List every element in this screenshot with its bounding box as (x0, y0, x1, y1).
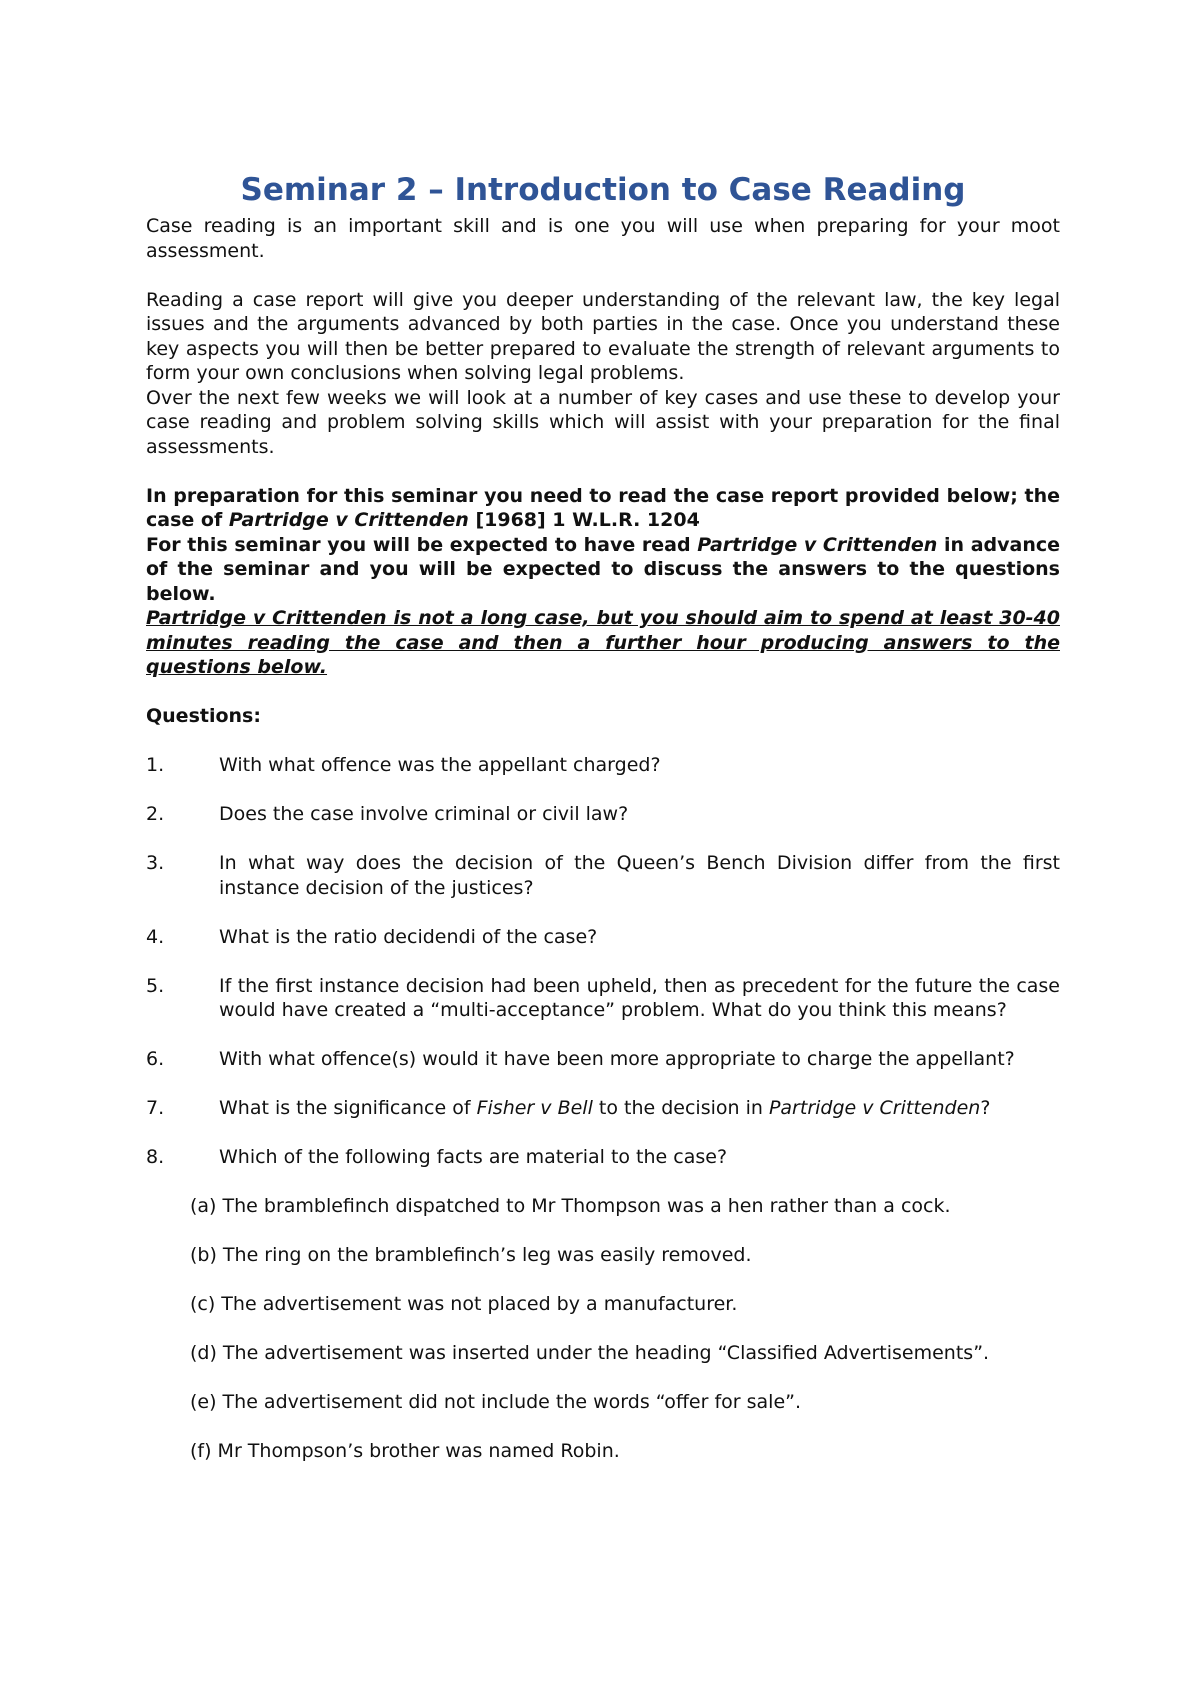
fact-item: (f) Mr Thompson’s brother was named Robin. (190, 1440, 620, 1462)
question-number: 3. (146, 852, 165, 874)
question-item (146, 1096, 1060, 1121)
page-title: Seminar 2 – Introduction to Case Reading (240, 172, 966, 208)
material-facts-list (146, 1194, 1060, 1464)
question-text: What is the ratio decidendi of the case? (219, 925, 598, 948)
question-text: Which of the following facts are material to the case? (219, 1146, 728, 1168)
questions-list (146, 753, 1060, 1170)
case-name: Partridge v Crittenden (228, 509, 469, 531)
question-item (146, 974, 1060, 1023)
fact-item: (c) The advertisement was not placed by a manufacturer. (190, 1293, 738, 1315)
time-guidance: Partridge v Crittenden is not a long case, but you should aim to spend at least 30-40 minutes reading the case and then a further hour producing answers to the questions below. (146, 607, 1060, 678)
case-citation: [1968] 1 W.L.R. 1204 (468, 509, 700, 531)
question-number: 2. (146, 803, 165, 825)
prep-text-2: For this seminar you will be expected to have read (146, 533, 698, 556)
question-number: 1. (146, 754, 165, 776)
question-item (146, 802, 1060, 827)
question-item (146, 753, 1060, 778)
fact-item: (a) The bramblefinch dispatched to Mr Thompson was a hen rather than a cock. (190, 1195, 951, 1217)
question-text: In what way does the decision of the Queen’s Bench Division differ from the first instance decision of the justices? (219, 852, 1060, 899)
question-number: 7. (146, 1097, 165, 1119)
question-text: If the first instance decision had been upheld, then as precedent for the future the case would have created a “multi-acceptance” problem. What do you think this means? (219, 974, 1060, 1021)
question-text-part: ? (980, 1097, 991, 1119)
intro-paragraph-2: Reading a case report will give you deeper understanding of the relevant law, the key legal issues and the arguments advanced by both parties in the case. Once you understand these key aspects you will then be better prepared to evaluate the strength of relevant arguments to form your own conclusions when solving legal problems. (146, 288, 1060, 384)
question-text-part: What is the significance of (219, 1097, 477, 1119)
question-item (146, 925, 1060, 950)
prep-text-1: In preparation for this seminar you need to read the case report provided below; the case of (146, 484, 1060, 531)
fact-item: (b) The ring on the bramblefinch’s leg was easily removed. (190, 1244, 752, 1266)
question-number: 6. (146, 1048, 165, 1070)
case-name: Fisher v Bell (476, 1097, 593, 1119)
question-text: With what offence(s) would it have been more appropriate to charge the appellant? (219, 1048, 1015, 1070)
intro-paragraph-3: Over the next few weeks we will look at a number of key cases and use these to develop your case reading and problem solving skills which will assist with your preparation for the final assessments. (146, 386, 1060, 458)
case-name: Partridge v Crittenden (768, 1097, 981, 1119)
fact-item: (e) The advertisement did not include the words “offer for sale”. (190, 1391, 802, 1413)
case-name: Partridge v Crittenden (697, 533, 938, 556)
seminar-expectations (146, 533, 1060, 607)
intro-paragraph-1: Case reading is an important skill and is one you will use when preparing for your moot assessment. (146, 215, 1060, 262)
question-text: With what offence was the appellant charged? (219, 754, 661, 776)
question-text-part: to the decision in (592, 1097, 769, 1119)
question-item (146, 851, 1060, 900)
prep-text-3: in advance of the seminar and you will be expected to discuss the answers to the questions below. (146, 533, 1060, 605)
question-number: 4. (146, 925, 165, 948)
fact-item: (d) The advertisement was inserted under the heading “Classified Advertisements”. (190, 1342, 990, 1364)
question-number: 5. (146, 974, 165, 997)
question-text: Does the case involve criminal or civil law? (219, 803, 629, 825)
preparation-instructions (146, 484, 1060, 533)
questions-heading: Questions: (146, 705, 261, 727)
question-item (146, 1145, 1060, 1170)
question-item (146, 1047, 1060, 1072)
question-number: 8. (146, 1146, 165, 1168)
question-text (219, 1096, 1060, 1121)
document-page (146, 172, 1060, 1488)
